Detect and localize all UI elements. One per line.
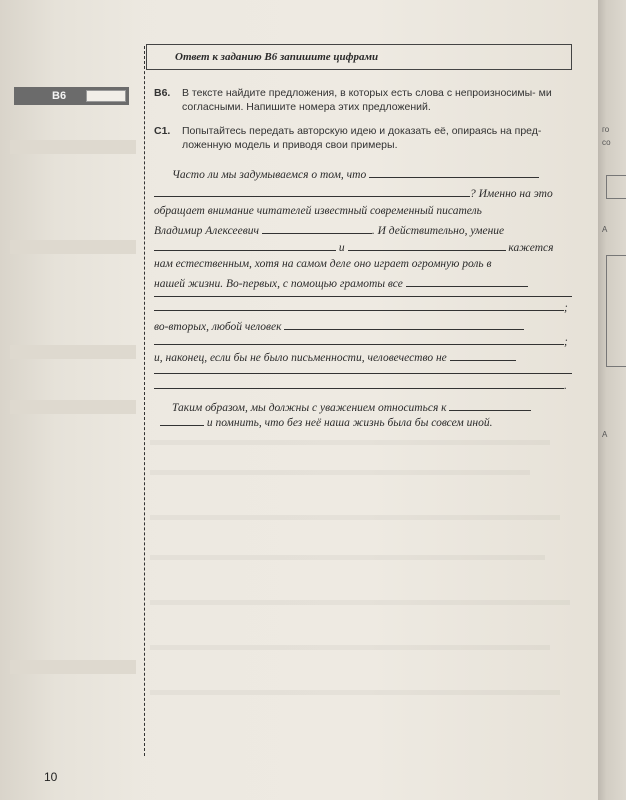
edge-fragment: со	[602, 138, 611, 147]
page-number: 10	[44, 770, 58, 784]
fill-blank[interactable]	[262, 223, 372, 234]
bleed-through	[150, 600, 570, 605]
essay-line	[154, 334, 568, 348]
essay-line	[154, 300, 568, 314]
bleed-through	[150, 690, 560, 695]
adjacent-page-edge	[598, 0, 626, 800]
essay-text: .	[564, 380, 567, 392]
fill-blank[interactable]	[154, 240, 336, 251]
fill-blank[interactable]	[154, 300, 564, 311]
essay-line	[154, 258, 492, 270]
essay-line	[154, 223, 504, 237]
answer-instruction: Ответ к заданию В6 запишите цифрами	[146, 44, 572, 70]
essay-line	[154, 350, 516, 364]
fill-line[interactable]	[154, 373, 572, 374]
b6-label-text: В6	[52, 90, 67, 102]
essay-text: и, наконец, если бы не было письменности, человечество не	[154, 352, 447, 364]
fill-blank[interactable]	[154, 378, 564, 389]
essay-text: во-вторых, любой человек	[154, 321, 282, 333]
ghost-label	[10, 400, 136, 414]
essay-line	[154, 186, 553, 200]
edge-fragment: го	[602, 125, 610, 134]
bleed-through	[150, 470, 530, 475]
task-c1	[154, 124, 574, 152]
essay-text: кажется	[508, 242, 554, 254]
ghost-label	[10, 240, 136, 254]
fill-blank[interactable]	[160, 415, 204, 426]
essay-text: и помнить, что без неё наша жизнь была бы совсем иной.	[206, 417, 493, 429]
fill-line[interactable]	[154, 296, 572, 297]
essay-text: . И действительно, умение	[371, 225, 505, 237]
fill-blank[interactable]	[449, 400, 531, 411]
task-text: В тексте найдите предложения, в которых есть слова с непроизносимы- ми согласными. Напишите номера этих предложений.	[182, 87, 552, 113]
task-text: Попытайтесь передать авторскую идею и доказать её, опираясь на пред- ложенную модель и приводя свои примеры.	[182, 125, 542, 151]
bleed-through	[150, 645, 550, 650]
essay-line	[154, 276, 528, 290]
b6-answer-box[interactable]	[86, 90, 126, 102]
edge-fragment: А	[602, 225, 608, 234]
essay-text: Владимир Алексеевич	[154, 225, 259, 237]
bleed-through	[150, 440, 550, 445]
essay-line	[154, 240, 553, 254]
fill-blank[interactable]	[406, 276, 528, 287]
ghost-label	[10, 660, 136, 674]
essay-text: Таким образом, мы должны с уважением относиться к	[172, 402, 447, 414]
essay-line	[172, 167, 539, 181]
ghost-label	[10, 345, 136, 359]
essay-line	[154, 378, 567, 392]
cut-line	[144, 46, 145, 756]
task-b6	[154, 86, 574, 114]
essay-line	[160, 415, 492, 429]
bleed-through	[150, 555, 545, 560]
essay-line	[154, 205, 482, 217]
essay-text: ;	[564, 302, 568, 314]
essay-text: Часто ли мы задумываемся о том, что	[172, 169, 367, 181]
essay-text: нам естественным, хотя на самом деле оно играет огромную роль в	[154, 258, 492, 270]
essay-line	[172, 400, 531, 414]
task-number: В6.	[154, 87, 171, 99]
essay-line	[154, 319, 524, 333]
fill-blank[interactable]	[369, 167, 539, 178]
ghost-label	[10, 140, 136, 154]
fill-blank[interactable]	[348, 240, 506, 251]
edge-box	[606, 255, 626, 367]
task-number: С1.	[154, 125, 171, 137]
edge-box	[606, 175, 626, 199]
edge-fragment: А	[602, 430, 608, 439]
essay-text: ;	[564, 336, 568, 348]
fill-blank[interactable]	[154, 334, 564, 345]
bleed-through	[150, 515, 560, 520]
fill-blank[interactable]	[154, 186, 470, 197]
essay-text: обращает внимание читателей известный современный писатель	[154, 205, 482, 217]
fill-blank[interactable]	[450, 350, 516, 361]
essay-text: нашей жизни. Во-первых, с помощью грамоты все	[154, 278, 403, 290]
essay-text: ? Именно на это	[470, 188, 553, 200]
fill-blank[interactable]	[284, 319, 524, 330]
essay-text: и	[338, 242, 345, 254]
